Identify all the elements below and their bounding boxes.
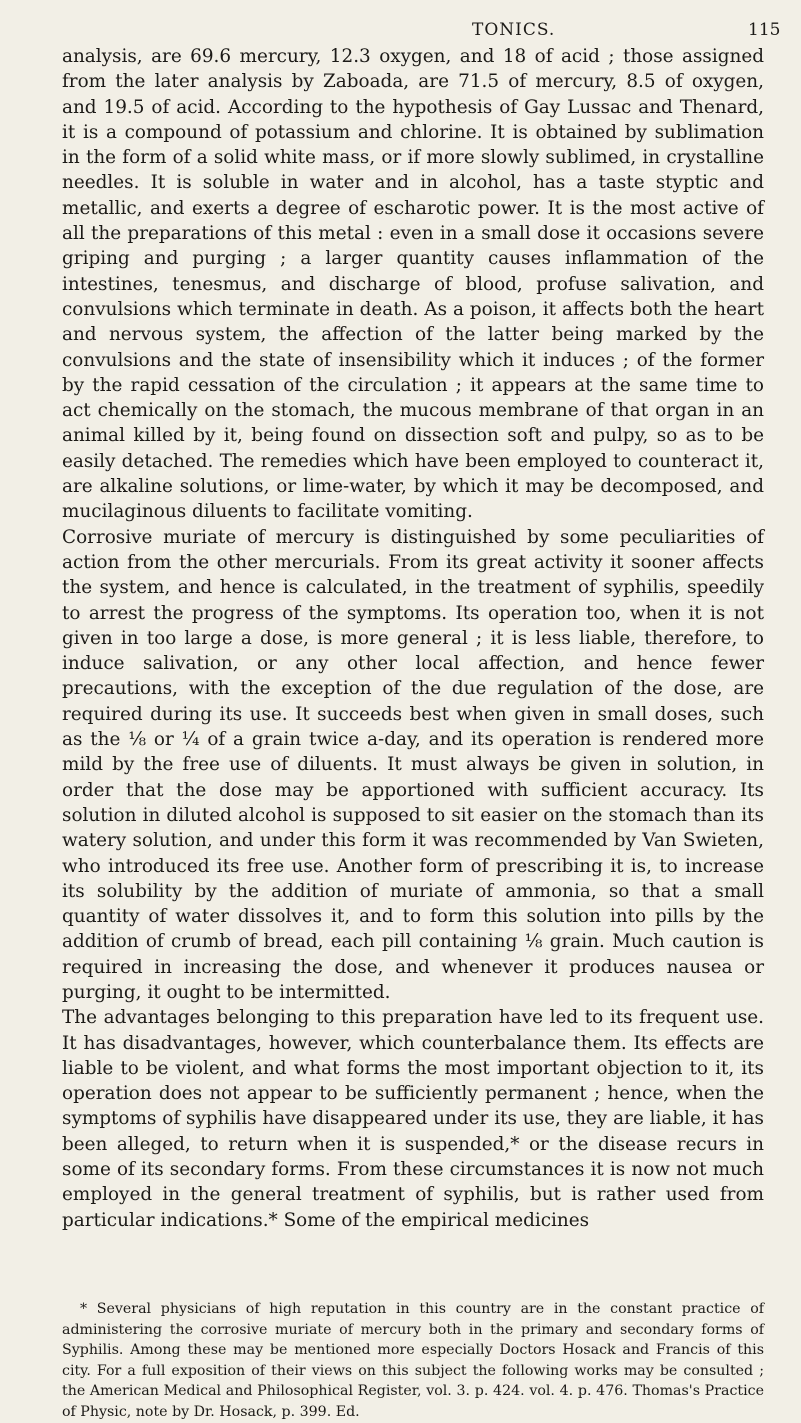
paragraph-corrosive-muriate: Corrosive muriate of mercury is distinguished by some peculiarities of action from the other mercurials. From its great activity it sooner affects the system, and hence is calculated, in the treatment of syphilis, speedily to arrest the progress of the symptoms. Its operation too, when it is not given in too large a dose, is more general ; it is less liable, therefore, to induce salivation, or any other local affection, and hence fewer precautions, with the exception of the due regulation of the dose, are required during its use. It succeeds best when given in small doses, such as the ⅛ or ¼ of a grain twice a-day, and its operation is rendered more mild by the free use of diluents. It must always be given in solution, in order that the dose may be apportioned with sufficient accuracy. Its solution in diluted alcohol is supposed to sit easier on the stomach than its watery solution, and under this form it was recommended by Van Swieten, who introduced its free use. Another form of prescribing it is, to increase its solubility by the addition of muriate of ammonia, so that a small quantity of water dissolves it, and to form this solution into pills by the addition of crumb of bread, each pill containing ⅛ grain. Much caution is required in increasing the dose, and whenever it produces nausea or purging, it ought to be intermitted. xyxy=(62,526,764,1003)
page-number: 115 xyxy=(748,20,781,40)
body-text xyxy=(62,44,764,1233)
running-title: TONICS. xyxy=(472,20,556,40)
footnote xyxy=(62,1299,764,1423)
footnote-text: * Several physicians of high reputation in this country are in the constant practice of administering the corrosive muriate of mercury both in the primary and secondary forms of Syphilis. Among these may be mentioned more especially Doctors Hosack and Francis of this city. For a full exposition of their views on this subject the following works may be consulted ; the American Medical and Philosophical Register, vol. 3. p. 424. vol. 4. p. 476. Thomas's Practice of Physic, note by Dr. Hosack, p. 399. Ed. xyxy=(62,1301,764,1420)
paragraph-advantages: The advantages belonging to this preparation have led to its frequent use. It has disadvantages, however, which counterbalance them. Its effects are liable to be violent, and what forms the most important objection to it, its operation does not appear to be sufficiently permanent ; hence, when the symptoms of syphilis have disappeared under its use, they are liable, it has been alleged, to return when it is suspended,* or the disease recurs in some of its secondary forms. From these circumstances it is now not much employed in the general treatment of syphilis, but is rather used from particular indications.* Some of the empirical medicines xyxy=(62,1007,764,1231)
paragraph-analysis: analysis, are 69.6 mercury, 12.3 oxygen, and 18 of acid ; those assigned from the later analysis by Zaboada, are 71.5 of mercury, 8.5 of oxygen, and 19.5 of acid. According to the hypothesis of Gay Lussac and Thenard, it is a compound of potassium and chlorine. It is obtained by sublimation in the form of a solid white mass, or if more slowly sublimed, in crystalline needles. It is soluble in water and in alcohol, has a taste styptic and metallic, and exerts a degree of escharotic power. It is the most active of all the preparations of this metal : even in a small dose it occasions severe griping and purging ; a larger quantity causes inflammation of the intestines, tenesmus, and discharge of blood, profuse salivation, and convulsions which terminate in death. As a poison, it affects both the heart and nervous system, the affection of the latter being marked by the convulsions and the state of insensibility which it induces ; of the former by the rapid cessation of the circulation ; it appears at the same time to act chemically on the stomach, the mucous membrane of that organ in an animal killed by it, being found on dissection soft and pulpy, so as to be easily detached. The remedies which have been employed to counteract it, are alkaline solutions, or lime-water, by which it may be decomposed, and mucilaginous diluents to facilitate vomiting. xyxy=(62,46,764,523)
